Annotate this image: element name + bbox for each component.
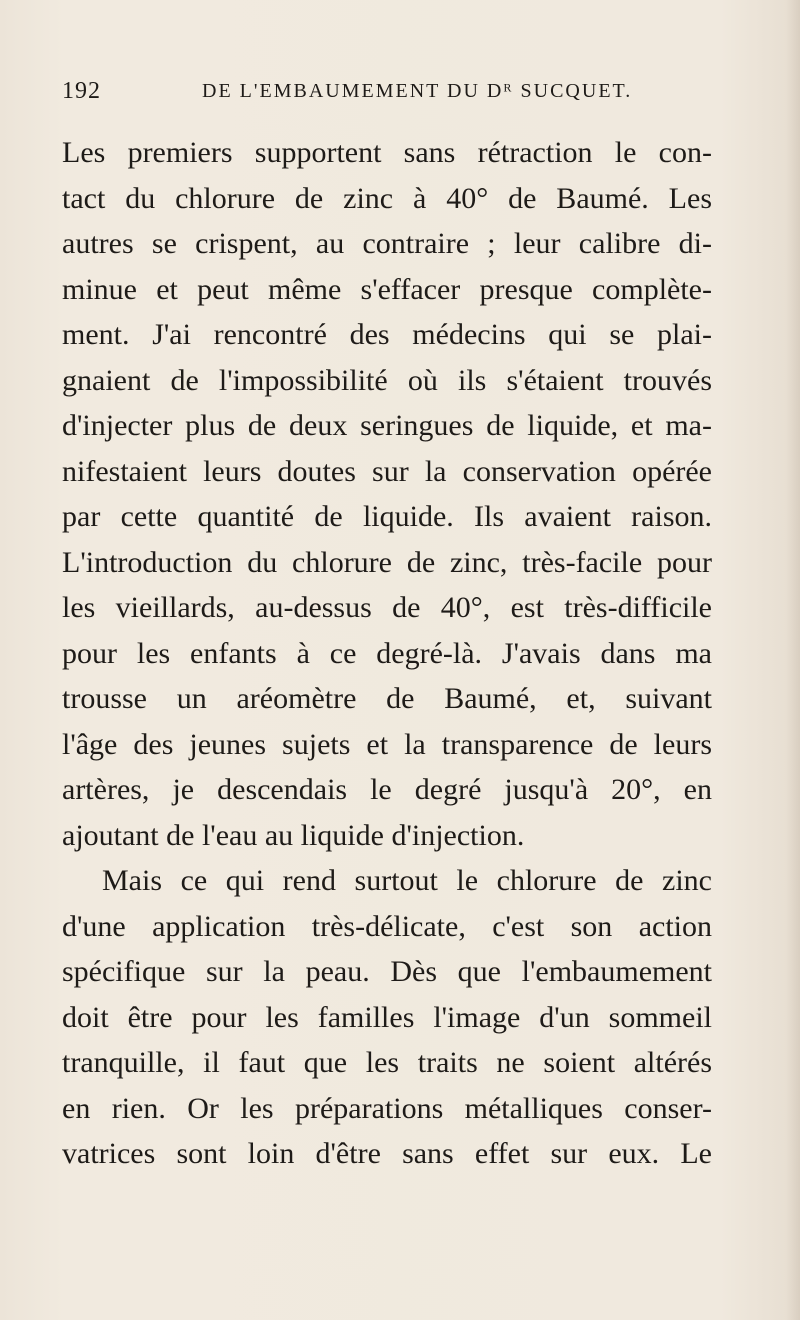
text-line: d'injecter plus de deux seringues de liquide, et ma-: [62, 409, 712, 442]
page-number: 192: [62, 78, 101, 104]
text-line: doit être pour les familles l'image d'un sommeil: [62, 1000, 712, 1034]
text-line: ajoutant de l'eau au liquide d'injection.: [62, 818, 525, 852]
paragraph-1: [62, 130, 712, 858]
text-line: autres se crispent, au contraire ; leur calibre di-: [62, 227, 712, 260]
body-text: [62, 130, 712, 1177]
text-line: Mais ce qui rend surtout le chlorure de zinc: [102, 864, 712, 897]
text-line: tranquille, il faut que les traits ne soient altérés: [62, 1046, 712, 1079]
text-line: d'une application très-délicate, c'est son action: [62, 909, 712, 943]
text-line: en rien. Or les préparations métalliques conser-: [62, 1091, 712, 1125]
text-line: trousse un aréomètre de Baumé, et, suivant: [62, 682, 712, 715]
text-line: pour les enfants à ce degré-là. J'avais dans ma: [62, 636, 712, 670]
page-header: [62, 78, 712, 112]
text-line: l'âge des jeunes sujets et la transparence de leurs: [62, 727, 712, 761]
text-line: Les premiers supportent sans rétraction le con-: [62, 136, 712, 169]
running-head: DE L'EMBAUMEMENT DU Dᴿ SUCQUET.: [202, 80, 633, 102]
paragraph-2: [62, 858, 712, 1177]
text-line: les vieillards, au-dessus de 40°, est très-difficile: [62, 591, 712, 624]
text-line: par cette quantité de liquide. Ils avaient raison.: [62, 500, 712, 533]
text-line: gnaient de l'impossibilité où ils s'étaient trouvés: [62, 363, 712, 397]
text-line: artères, je descendais le degré jusqu'à 20°, en: [62, 773, 712, 806]
text-line: nifestaient leurs doutes sur la conservation opérée: [62, 454, 712, 488]
text-line: ment. J'ai rencontré des médecins qui se plai-: [62, 318, 712, 351]
text-line: minue et peut même s'effacer presque complète-: [62, 272, 712, 306]
text-line: vatrices sont loin d'être sans effet sur eux. Le: [62, 1137, 712, 1170]
text-line: L'introduction du chlorure de zinc, très-facile pour: [62, 545, 712, 579]
text-line: tact du chlorure de zinc à 40° de Baumé. Les: [62, 181, 712, 215]
text-line: spécifique sur la peau. Dès que l'embaumement: [62, 955, 712, 988]
